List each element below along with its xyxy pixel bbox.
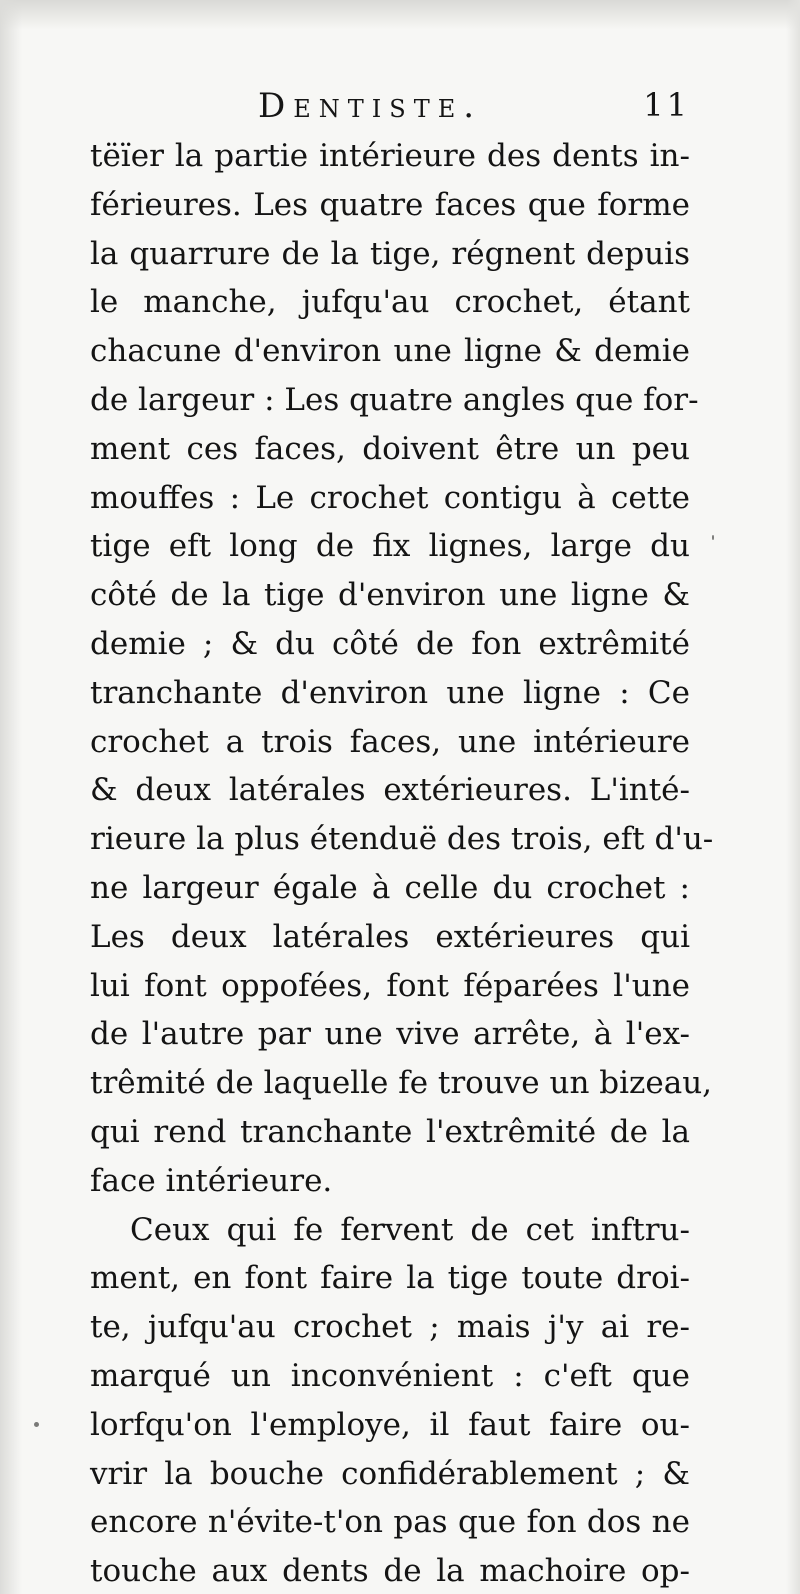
text-line: crochet a trois faces, une intérieure (90, 723, 690, 760)
text-line: rieure la plus étenduë des trois, eft d'u- (90, 821, 714, 858)
text-line: vrir la bouche confidérablement ; & (90, 1455, 690, 1492)
text-line: de l'autre par une vive arrête, à l'ex- (90, 1016, 690, 1053)
text-line: encore n'évite-t'on pas que fon dos ne (90, 1504, 690, 1541)
text-line: tëïer la partie intérieure des dents in- (90, 138, 690, 174)
text-line: côté de la tige d'environ une ligne & (90, 577, 690, 614)
ink-speck (712, 535, 714, 540)
paragraph (90, 1206, 690, 1594)
ink-speck (34, 1422, 39, 1427)
text-line: la quarrure de la tige, régnent depuis (90, 235, 690, 272)
text-line: le manche, jufqu'au crochet, étant (90, 284, 690, 321)
text-line: chacune d'environ une ligne & demie (90, 333, 690, 370)
text-line: tige eft long de fix lignes, large du (90, 528, 690, 565)
page-edge-shadow-right (786, 0, 800, 1594)
text-line: touche aux dents de la machoire op- (90, 1553, 690, 1590)
text-line: & deux latérales extérieures. L'inté- (90, 772, 690, 809)
text-line: ment, en font faire la tige toute droi- (90, 1260, 690, 1297)
text-line: ne largeur égale à celle du crochet : (90, 869, 690, 906)
page-header (90, 86, 690, 134)
page-number: 11 (643, 86, 690, 124)
text-line: trêmité de laquelle fe trouve un bizeau, (90, 1065, 713, 1102)
text-line: de largeur : Les quatre angles que for- (90, 381, 699, 418)
text-line: lorfqu'on l'employe, il faut faire ou- (90, 1406, 690, 1443)
text-line: ment ces faces, doivent être un peu (90, 430, 690, 467)
text-line: demie ; & du côté de fon extrêmité (90, 625, 690, 662)
text-line: Les deux latérales extérieures qui (90, 918, 690, 955)
text-line: marqué un inconvénient : c'eft que (90, 1357, 690, 1394)
text-line: te, jufqu'au crochet ; mais j'y ai re- (90, 1309, 690, 1346)
text-line: mouffes : Le crochet contigu à cette (90, 479, 690, 516)
page-edge-shadow-left (0, 0, 22, 1594)
text-line: qui rend tranchante l'extrêmité de la (90, 1113, 690, 1150)
text-line: Ceux qui fe fervent de cet inftru- (130, 1211, 690, 1248)
page-edge-shadow-top (0, 0, 800, 30)
text-line: lui font oppofées, font féparées l'une (90, 967, 690, 1004)
running-title: Dentiste. (258, 86, 483, 126)
text-line: face intérieure. (90, 1162, 333, 1199)
body-text (90, 132, 714, 1594)
paragraph (90, 132, 714, 1206)
text-line: tranchante d'environ une ligne : Ce (90, 674, 690, 711)
text-line: férieures. Les quatre faces que forme (90, 186, 690, 223)
